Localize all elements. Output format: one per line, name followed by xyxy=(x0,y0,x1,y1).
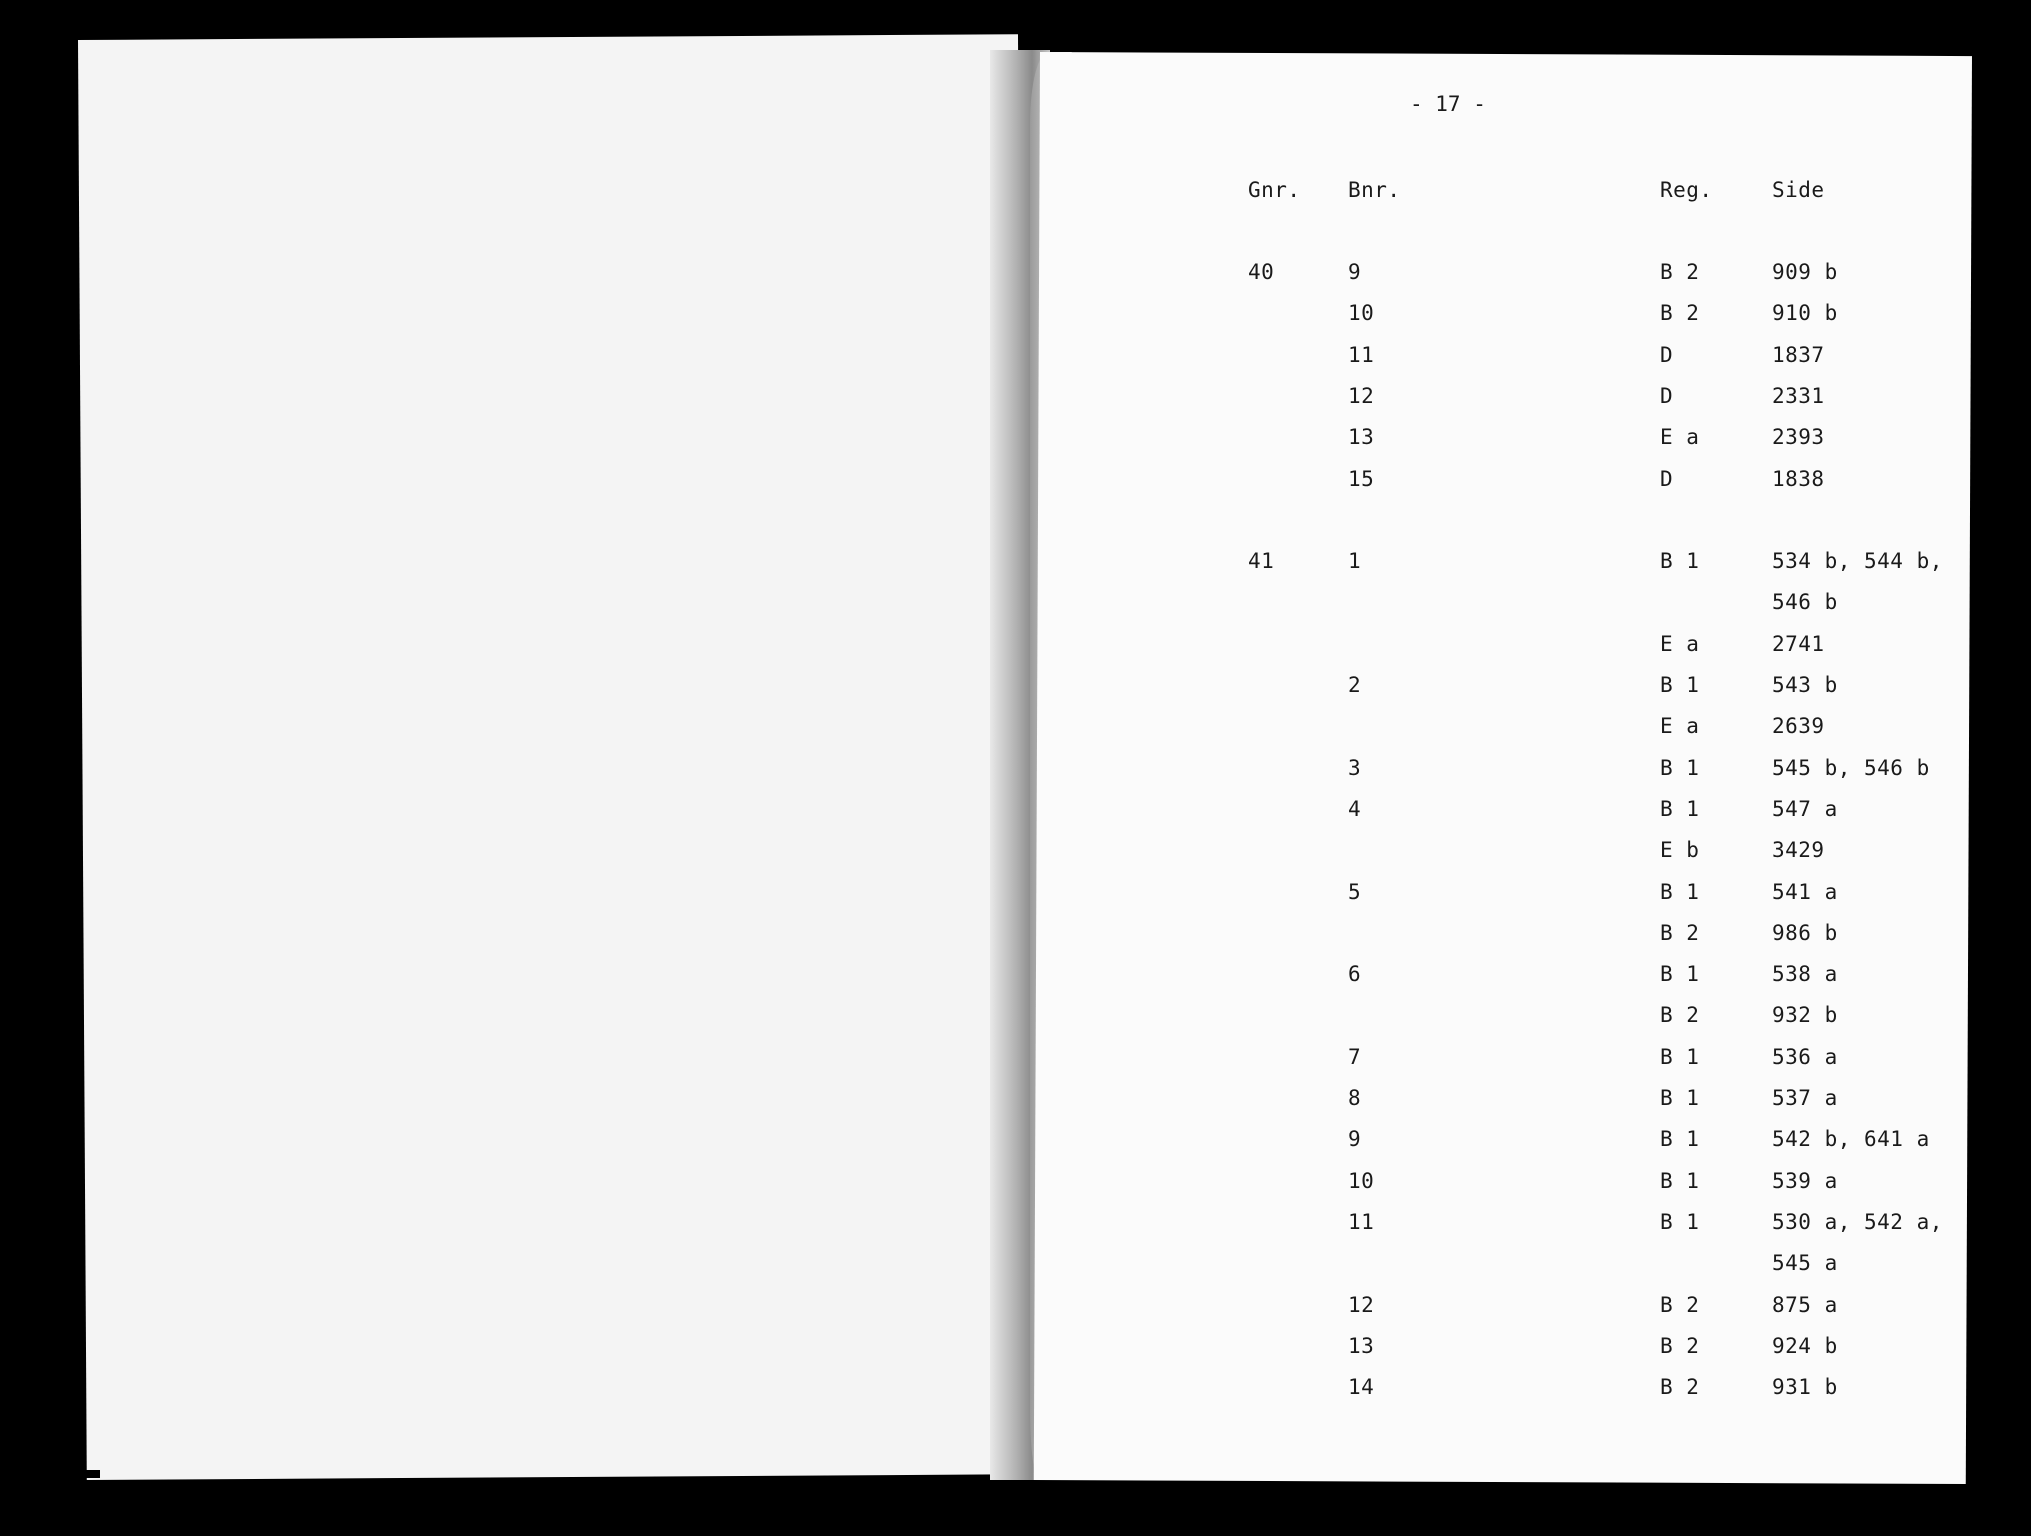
cell-side: 2741 xyxy=(1772,632,1825,656)
cell-bnr: 10 xyxy=(1348,301,1375,325)
cell-reg: B 2 xyxy=(1660,1293,1700,1317)
cell-reg: D xyxy=(1660,384,1674,408)
cell-side: 2331 xyxy=(1772,384,1825,408)
cell-reg: B 1 xyxy=(1660,1127,1700,1151)
cell-bnr: 5 xyxy=(1348,880,1362,904)
cell-side: 542 b, 641 a xyxy=(1772,1127,1930,1151)
cell-bnr: 7 xyxy=(1348,1045,1362,1069)
scan-edge-strip xyxy=(50,1470,100,1478)
cell-bnr: 6 xyxy=(1348,962,1362,986)
cell-reg: B 1 xyxy=(1660,549,1700,573)
cell-bnr: 12 xyxy=(1348,1293,1375,1317)
cell-bnr: 11 xyxy=(1348,343,1375,367)
cell-reg: B 1 xyxy=(1660,797,1700,821)
cell-side: 910 b xyxy=(1772,301,1838,325)
cell-bnr: 15 xyxy=(1348,467,1375,491)
cell-bnr: 9 xyxy=(1348,1127,1362,1151)
cell-reg: B 2 xyxy=(1660,1334,1700,1358)
cell-side: 537 a xyxy=(1772,1086,1838,1110)
cell-reg: E a xyxy=(1660,632,1700,656)
cell-side: 909 b xyxy=(1772,260,1838,284)
cell-side: 2639 xyxy=(1772,714,1825,738)
cell-side: 931 b xyxy=(1772,1375,1838,1399)
cell-bnr: 13 xyxy=(1348,425,1375,449)
cell-bnr: 3 xyxy=(1348,756,1362,780)
cell-side: 543 b xyxy=(1772,673,1838,697)
cell-reg: B 1 xyxy=(1660,1086,1700,1110)
cell-bnr: 8 xyxy=(1348,1086,1362,1110)
cell-side: 530 a, 542 a, xyxy=(1772,1210,1943,1234)
cell-reg: B 2 xyxy=(1660,301,1700,325)
cell-bnr: 1 xyxy=(1348,549,1362,573)
cell-side: 538 a xyxy=(1772,962,1838,986)
cell-reg: B 1 xyxy=(1660,880,1700,904)
header-reg: Reg. xyxy=(1660,178,1713,202)
header-bnr: Bnr. xyxy=(1348,178,1401,202)
cell-side: 924 b xyxy=(1772,1334,1838,1358)
cell-reg: E b xyxy=(1660,838,1700,862)
cell-side: 3429 xyxy=(1772,838,1825,862)
cell-reg: D xyxy=(1660,343,1674,367)
cell-bnr: 2 xyxy=(1348,673,1362,697)
cell-reg: B 1 xyxy=(1660,673,1700,697)
left-page xyxy=(78,34,1027,1480)
cell-reg: B 1 xyxy=(1660,1169,1700,1193)
header-gnr: Gnr. xyxy=(1248,178,1301,202)
cell-side: 545 a xyxy=(1772,1251,1838,1275)
cell-reg: E a xyxy=(1660,425,1700,449)
cell-reg: B 1 xyxy=(1660,1210,1700,1234)
cell-side: 545 b, 546 b xyxy=(1772,756,1930,780)
cell-side: 986 b xyxy=(1772,921,1838,945)
cell-side: 1837 xyxy=(1772,343,1825,367)
cell-side: 875 a xyxy=(1772,1293,1838,1317)
cell-reg: B 1 xyxy=(1660,1045,1700,1069)
cell-reg: B 1 xyxy=(1660,962,1700,986)
cell-reg: B 2 xyxy=(1660,1003,1700,1027)
cell-side: 541 a xyxy=(1772,880,1838,904)
cell-reg: B 2 xyxy=(1660,921,1700,945)
cell-side: 547 a xyxy=(1772,797,1838,821)
header-side: Side xyxy=(1772,178,1825,202)
cell-side: 539 a xyxy=(1772,1169,1838,1193)
cell-side: 536 a xyxy=(1772,1045,1838,1069)
cell-reg: E a xyxy=(1660,714,1700,738)
cell-side: 546 b xyxy=(1772,590,1838,614)
cell-side: 534 b, 544 b, xyxy=(1772,549,1943,573)
cell-bnr: 13 xyxy=(1348,1334,1375,1358)
page-number: - 17 - xyxy=(1410,92,1486,116)
cell-reg: B 2 xyxy=(1660,260,1700,284)
cell-bnr: 10 xyxy=(1348,1169,1375,1193)
cell-bnr: 12 xyxy=(1348,384,1375,408)
cell-bnr: 9 xyxy=(1348,260,1362,284)
cell-reg: B 1 xyxy=(1660,756,1700,780)
cell-gnr: 41 xyxy=(1248,549,1275,573)
cell-reg: D xyxy=(1660,467,1674,491)
cell-bnr: 4 xyxy=(1348,797,1362,821)
cell-bnr: 14 xyxy=(1348,1375,1375,1399)
cell-bnr: 11 xyxy=(1348,1210,1375,1234)
cell-side: 1838 xyxy=(1772,467,1825,491)
cell-reg: B 2 xyxy=(1660,1375,1700,1399)
cell-side: 932 b xyxy=(1772,1003,1838,1027)
cell-gnr: 40 xyxy=(1248,260,1275,284)
cell-side: 2393 xyxy=(1772,425,1825,449)
